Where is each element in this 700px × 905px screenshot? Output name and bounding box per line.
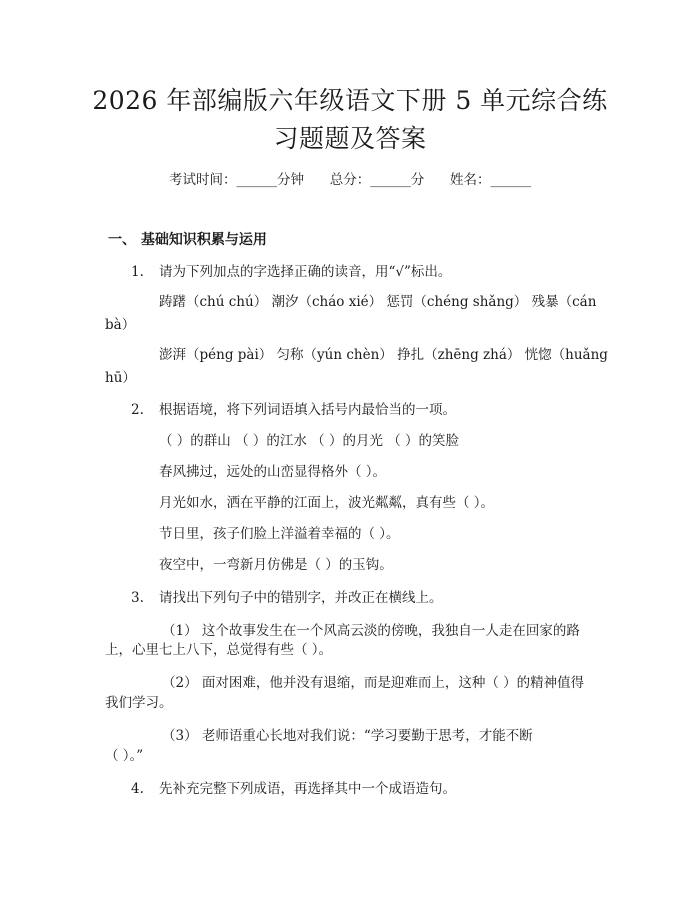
question-text: 先补充完整下列成语，再选择其中一个成语造句。 bbox=[159, 781, 456, 797]
q2-line-3: 月光如水，洒在平静的江面上，波光粼粼，真有些（ ）。 bbox=[159, 495, 495, 511]
q2-line-1: （ ）的群山 （ ）的江水 （ ）的月光 （ ）的笑脸 bbox=[159, 433, 460, 449]
question-number: 2. bbox=[131, 402, 144, 418]
q1-line-2: bà） bbox=[105, 317, 136, 333]
exam-info-line: 考试时间：______分钟 总分：______分 姓名：______ bbox=[169, 172, 531, 188]
question-text: 根据语境，将下列词语填入括号内最恰当的一项。 bbox=[159, 402, 456, 418]
question-2 bbox=[131, 400, 456, 420]
q3-sentence-1a: （1） 这个故事发生在一个风高云淡的傍晚，我独自一人走在回家的路 bbox=[162, 623, 580, 639]
q2-line-2: 春风拂过，远处的山峦显得格外（ ）。 bbox=[159, 464, 387, 480]
question-number: 4. bbox=[131, 781, 144, 797]
question-number: 3. bbox=[131, 590, 144, 606]
question-number: 1. bbox=[131, 264, 144, 280]
q1-line-1: 踌躇（chú chú） 潮汐（cháo xié） 惩罚（chéng shǎng） 残暴（cán bbox=[159, 294, 597, 310]
q3-sentence-1b: 上，心里七上八下，总觉得有些（ ）。 bbox=[105, 642, 333, 658]
q2-line-5: 夜空中，一弯新月仿佛是（ ）的玉钩。 bbox=[159, 557, 393, 573]
question-3 bbox=[131, 588, 443, 608]
question-text: 请找出下列句子中的错别字，并改正在横线上。 bbox=[159, 590, 443, 606]
question-4 bbox=[131, 779, 456, 799]
question-1 bbox=[131, 262, 451, 282]
q3-sentence-3b: （ ）。” bbox=[105, 748, 144, 764]
q3-sentence-2b: 我们学习。 bbox=[105, 695, 173, 711]
q3-sentence-2a: （2） 面对困难，他并没有退缩，而是迎难而上，这种（ ）的精神值得 bbox=[162, 675, 585, 691]
title-line-1: 2026 年部编版六年级语文下册 5 单元综合练 bbox=[92, 86, 608, 115]
q1-line-4: hū） bbox=[105, 370, 136, 386]
q3-sentence-3a: （3） 老师语重心长地对我们说：“学习要勤于思考，才能不断 bbox=[162, 728, 533, 744]
q2-line-4: 节日里，孩子们脸上洋溢着幸福的（ ）。 bbox=[159, 526, 400, 542]
title-line-2: 习题题及答案 bbox=[273, 124, 427, 153]
question-text: 请为下列加点的字选择正确的读音，用“√”标出。 bbox=[159, 264, 452, 280]
q1-line-3: 澎湃（péng pài） 匀称（yún chèn） 挣扎（zhēng zhá） 恍惚（huǎng bbox=[159, 347, 608, 363]
page-title bbox=[90, 82, 610, 158]
section-heading: 一、 基础知识积累与运用 bbox=[108, 232, 267, 248]
